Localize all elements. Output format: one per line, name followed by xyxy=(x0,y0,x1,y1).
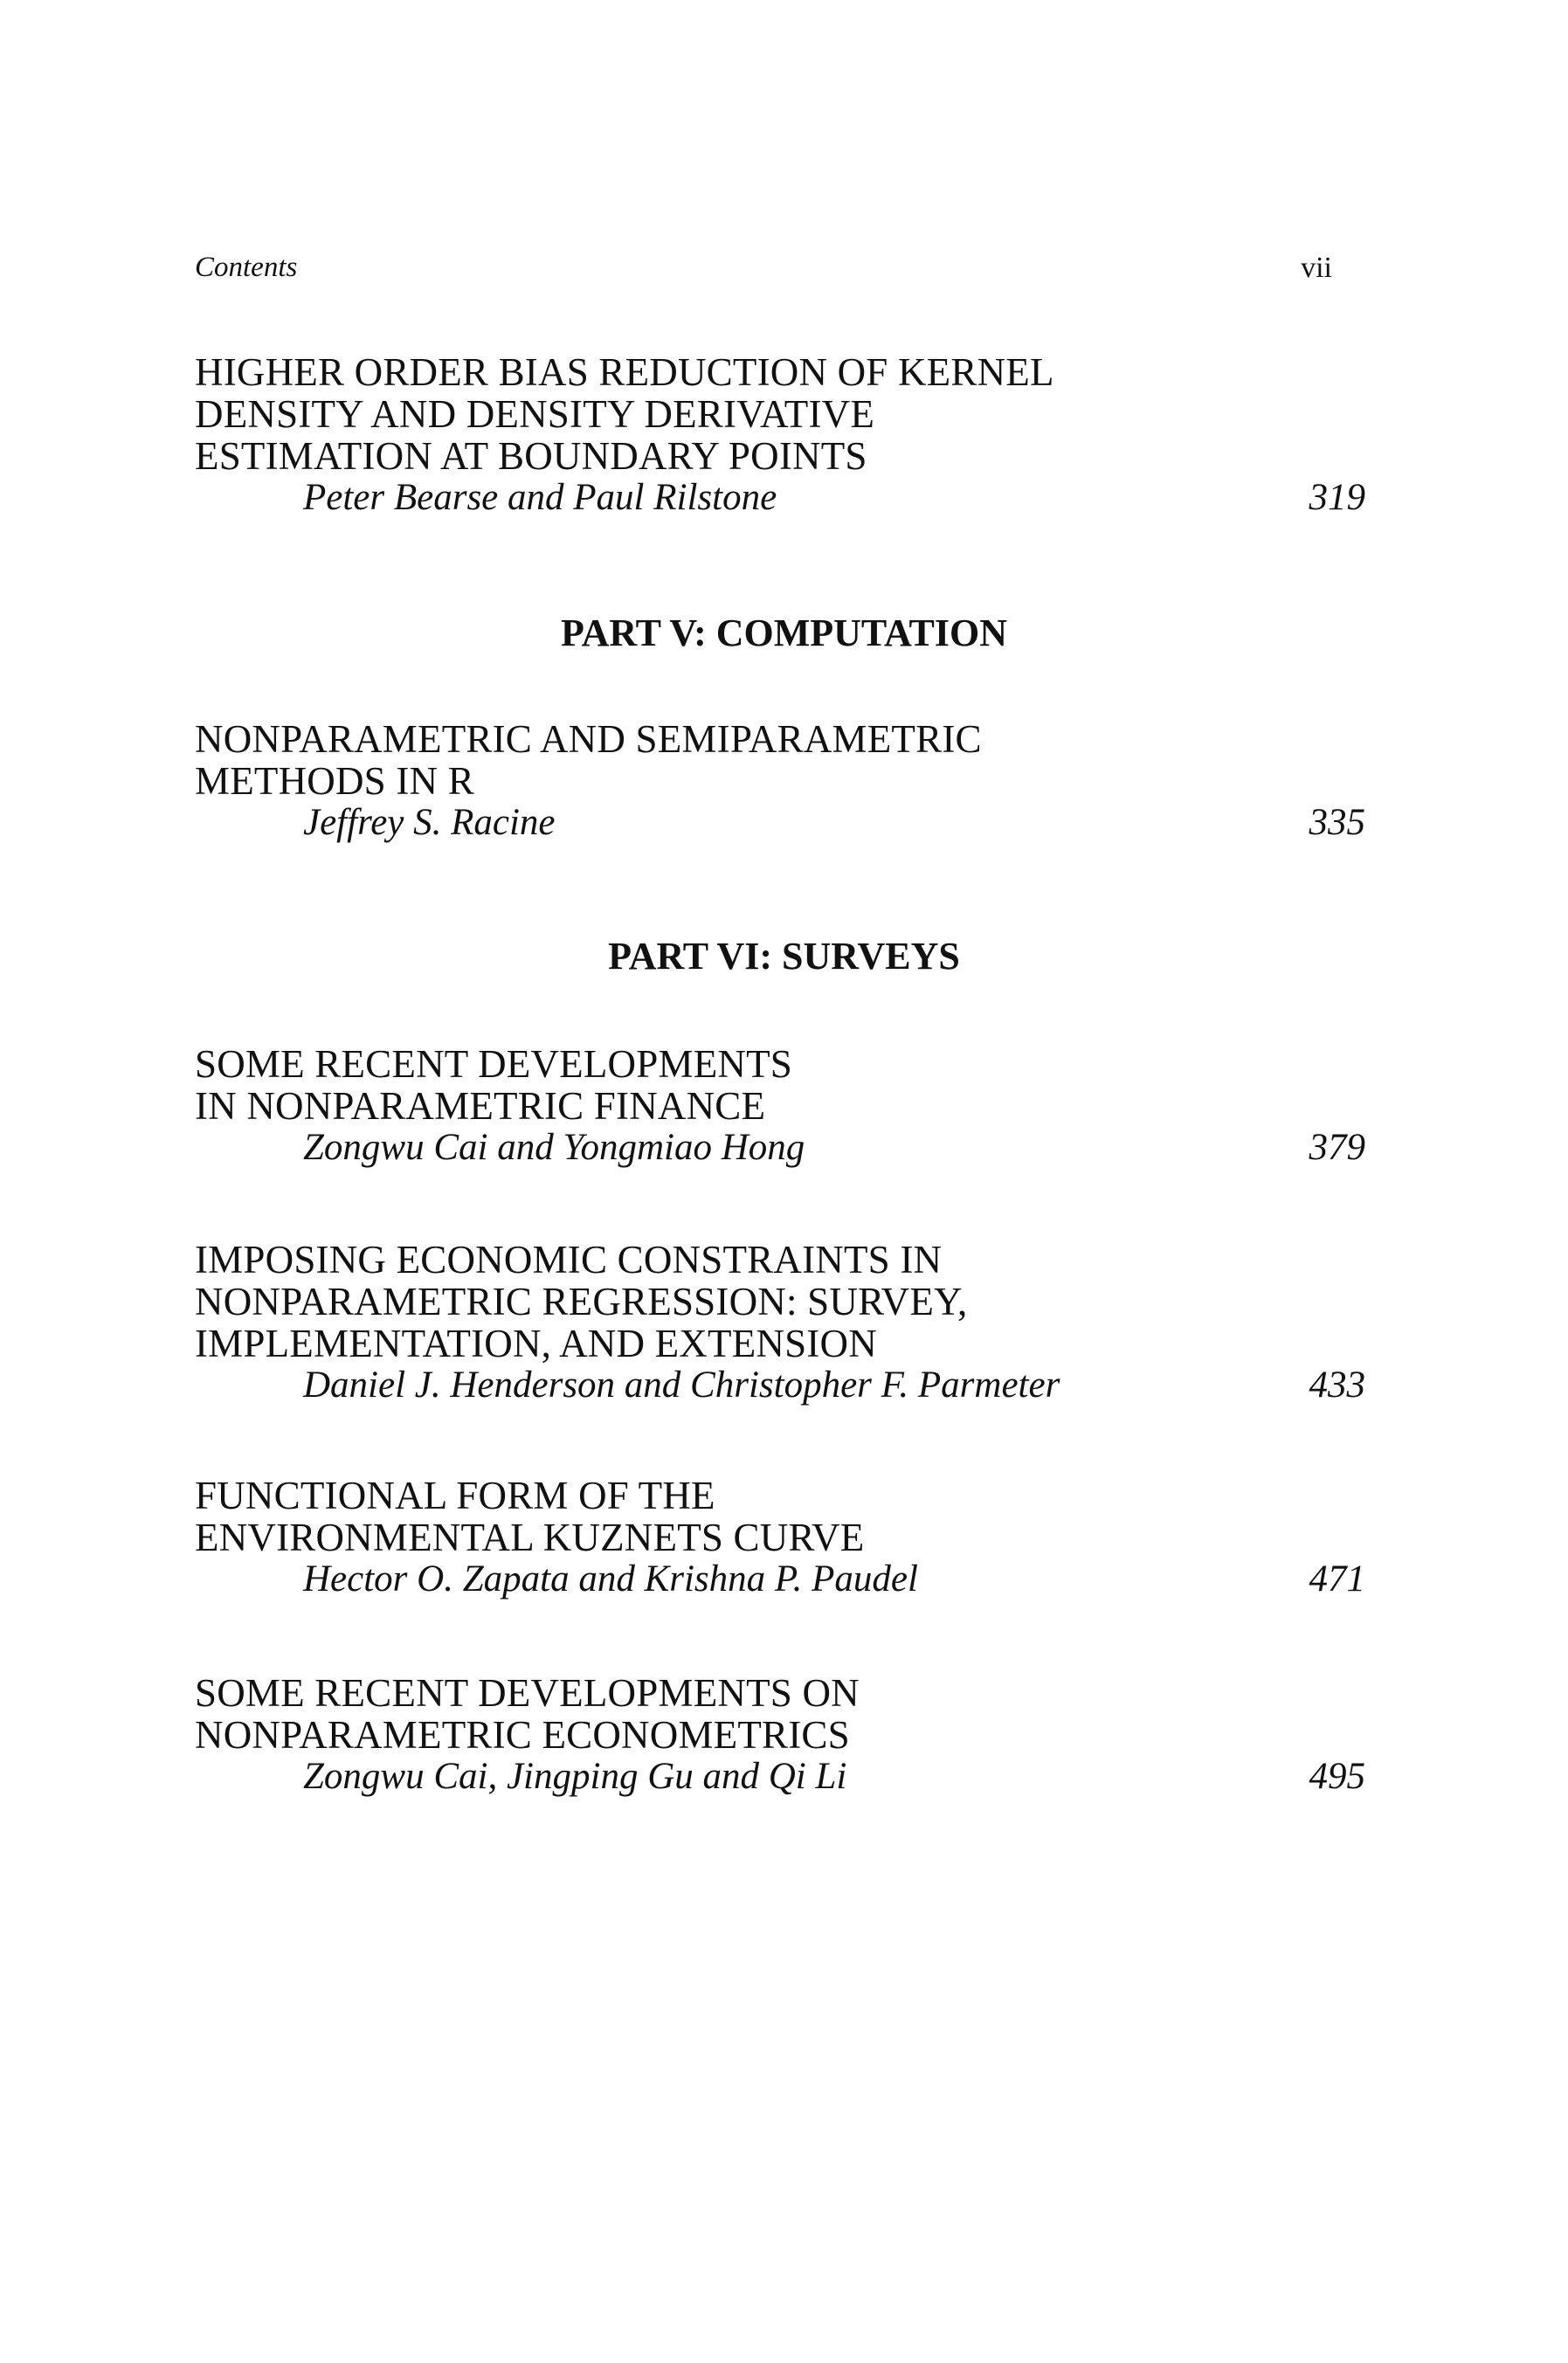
toc-entry xyxy=(195,718,1365,844)
entry-authors: Hector O. Zapata and Krishna P. Paudel xyxy=(303,1558,918,1600)
entry-title-line: ENVIRONMENTAL KUZNETS CURVE xyxy=(195,1516,865,1559)
entry-authors: Peter Bearse and Paul Rilstone xyxy=(303,477,777,518)
entry-page-number: 495 xyxy=(1309,1756,1365,1797)
entry-page-number: 433 xyxy=(1309,1365,1365,1406)
toc-entry xyxy=(195,1239,1365,1406)
entry-page-number: 379 xyxy=(1309,1127,1365,1168)
entry-title-line: IMPOSING ECONOMIC CONSTRAINTS IN xyxy=(195,1238,943,1282)
toc-entry xyxy=(195,1043,1365,1169)
running-head xyxy=(195,252,1332,290)
entry-title-line: ESTIMATION AT BOUNDARY POINTS xyxy=(195,434,867,478)
entry-title-line: NONPARAMETRIC REGRESSION: SURVEY, xyxy=(195,1280,968,1323)
entry-title-line: METHODS IN R xyxy=(195,759,474,803)
entry-page-number: 471 xyxy=(1309,1558,1365,1600)
entry-authors: Jeffrey S. Racine xyxy=(303,802,556,843)
entry-title-line: IN NONPARAMETRIC FINANCE xyxy=(195,1084,766,1128)
entry-authors: Zongwu Cai, Jingping Gu and Qi Li xyxy=(303,1756,847,1797)
running-page-number: vii xyxy=(1301,252,1332,284)
entry-author-row xyxy=(195,1365,1365,1406)
part-heading xyxy=(0,935,1568,978)
part-heading xyxy=(0,611,1568,655)
entry-author-row xyxy=(195,477,1365,519)
part-heading-text: PART V: COMPUTATION xyxy=(560,611,1007,654)
part-heading-text: PART VI: SURVEYS xyxy=(608,935,960,978)
running-title: Contents xyxy=(195,252,298,283)
toc-entry xyxy=(195,1475,1365,1600)
entry-author-row xyxy=(195,1756,1365,1798)
entry-title-line: NONPARAMETRIC AND SEMIPARAMETRIC xyxy=(195,717,982,761)
entry-title-line: DENSITY AND DENSITY DERIVATIVE xyxy=(195,392,875,436)
entry-author-row xyxy=(195,1558,1365,1600)
entry-title-line: SOME RECENT DEVELOPMENTS xyxy=(195,1042,792,1086)
entry-author-row xyxy=(195,802,1365,844)
entry-authors: Zongwu Cai and Yongmiao Hong xyxy=(303,1127,805,1168)
entry-title-line: IMPLEMENTATION, AND EXTENSION xyxy=(195,1322,877,1365)
entry-page-number: 335 xyxy=(1309,802,1365,843)
entry-title-line: NONPARAMETRIC ECONOMETRICS xyxy=(195,1713,850,1757)
entry-title-line: SOME RECENT DEVELOPMENTS ON xyxy=(195,1671,860,1715)
entry-title-line: HIGHER ORDER BIAS REDUCTION OF KERNEL xyxy=(195,350,1054,394)
entry-authors: Daniel J. Henderson and Christopher F. Parmeter xyxy=(303,1365,1060,1406)
toc-entry xyxy=(195,1672,1365,1798)
entry-page-number: 319 xyxy=(1309,477,1365,518)
entry-title-line: FUNCTIONAL FORM OF THE xyxy=(195,1474,715,1517)
entry-author-row xyxy=(195,1127,1365,1169)
toc-entry xyxy=(195,351,1365,519)
